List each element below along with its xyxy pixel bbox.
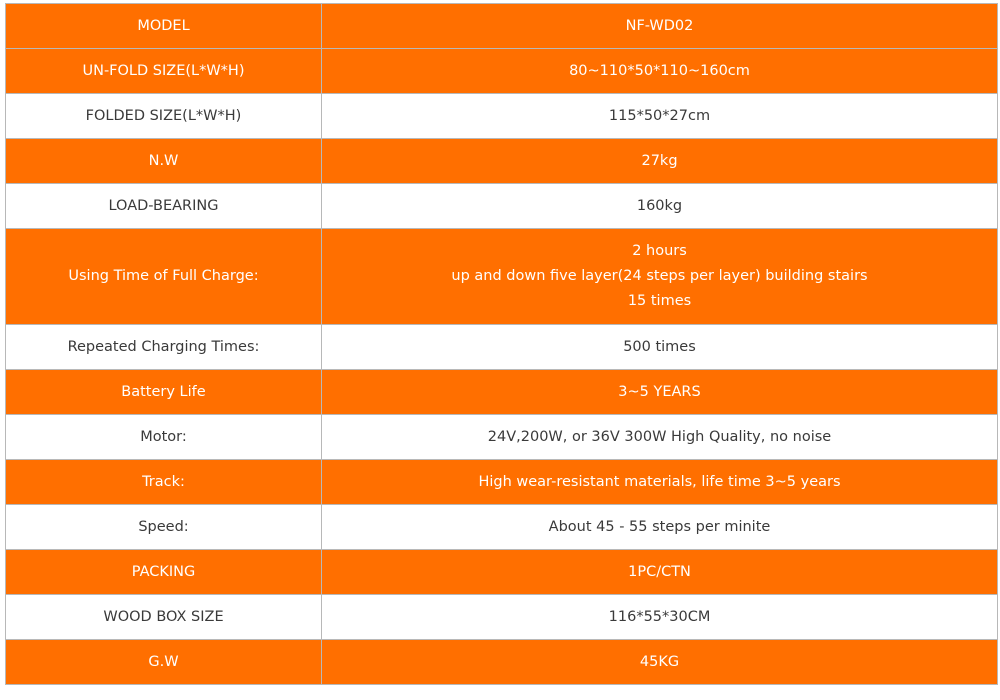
spec-label: Motor: <box>6 415 322 460</box>
spec-value <box>322 229 998 325</box>
spec-value-line: 15 times <box>627 293 692 309</box>
spec-label: UN-FOLD SIZE(L*W*H) <box>6 49 322 94</box>
table-row-repeated-charging <box>6 325 998 370</box>
table-row-wood-box-size <box>6 595 998 640</box>
spec-value: 80~110*50*110~160cm <box>322 49 998 94</box>
spec-label: N.W <box>6 139 322 184</box>
table-row-battery-life <box>6 370 998 415</box>
spec-label: Track: <box>6 460 322 505</box>
spec-value: 3~5 YEARS <box>322 370 998 415</box>
spec-value: 500 times <box>322 325 998 370</box>
table-row-using-time <box>6 229 998 325</box>
table-row-unfold-size <box>6 49 998 94</box>
spec-value: 24V,200W, or 36V 300W High Quality, no noise <box>322 415 998 460</box>
spec-value: 27kg <box>322 139 998 184</box>
spec-value: 45KG <box>322 640 998 685</box>
spec-label: PACKING <box>6 550 322 595</box>
spec-label: Speed: <box>6 505 322 550</box>
spec-value: 115*50*27cm <box>322 94 998 139</box>
table-row-motor <box>6 415 998 460</box>
spec-label: LOAD-BEARING <box>6 184 322 229</box>
table-row-folded-size <box>6 94 998 139</box>
table-row-track <box>6 460 998 505</box>
table-row-gross-weight <box>6 640 998 685</box>
spec-label: Using Time of Full Charge: <box>6 229 322 325</box>
spec-value: 1PC/CTN <box>322 550 998 595</box>
spec-value: About 45 - 55 steps per minite <box>322 505 998 550</box>
spec-table <box>5 3 998 685</box>
spec-value: 160kg <box>322 184 998 229</box>
table-row-load-bearing <box>6 184 998 229</box>
table-row-speed <box>6 505 998 550</box>
spec-label: WOOD BOX SIZE <box>6 595 322 640</box>
table-row-model <box>6 4 998 49</box>
spec-label: Battery Life <box>6 370 322 415</box>
spec-label: G.W <box>6 640 322 685</box>
spec-value-line: up and down five layer(24 steps per layer) building stairs <box>451 268 868 284</box>
spec-label: FOLDED SIZE(L*W*H) <box>6 94 322 139</box>
spec-value: High wear-resistant materials, life time 3~5 years <box>322 460 998 505</box>
table-row-net-weight <box>6 139 998 184</box>
spec-value-line: 2 hours <box>632 243 687 259</box>
spec-label: MODEL <box>6 4 322 49</box>
spec-value: NF-WD02 <box>322 4 998 49</box>
spec-value: 116*55*30CM <box>322 595 998 640</box>
table-row-packing <box>6 550 998 595</box>
spec-label: Repeated Charging Times: <box>6 325 322 370</box>
